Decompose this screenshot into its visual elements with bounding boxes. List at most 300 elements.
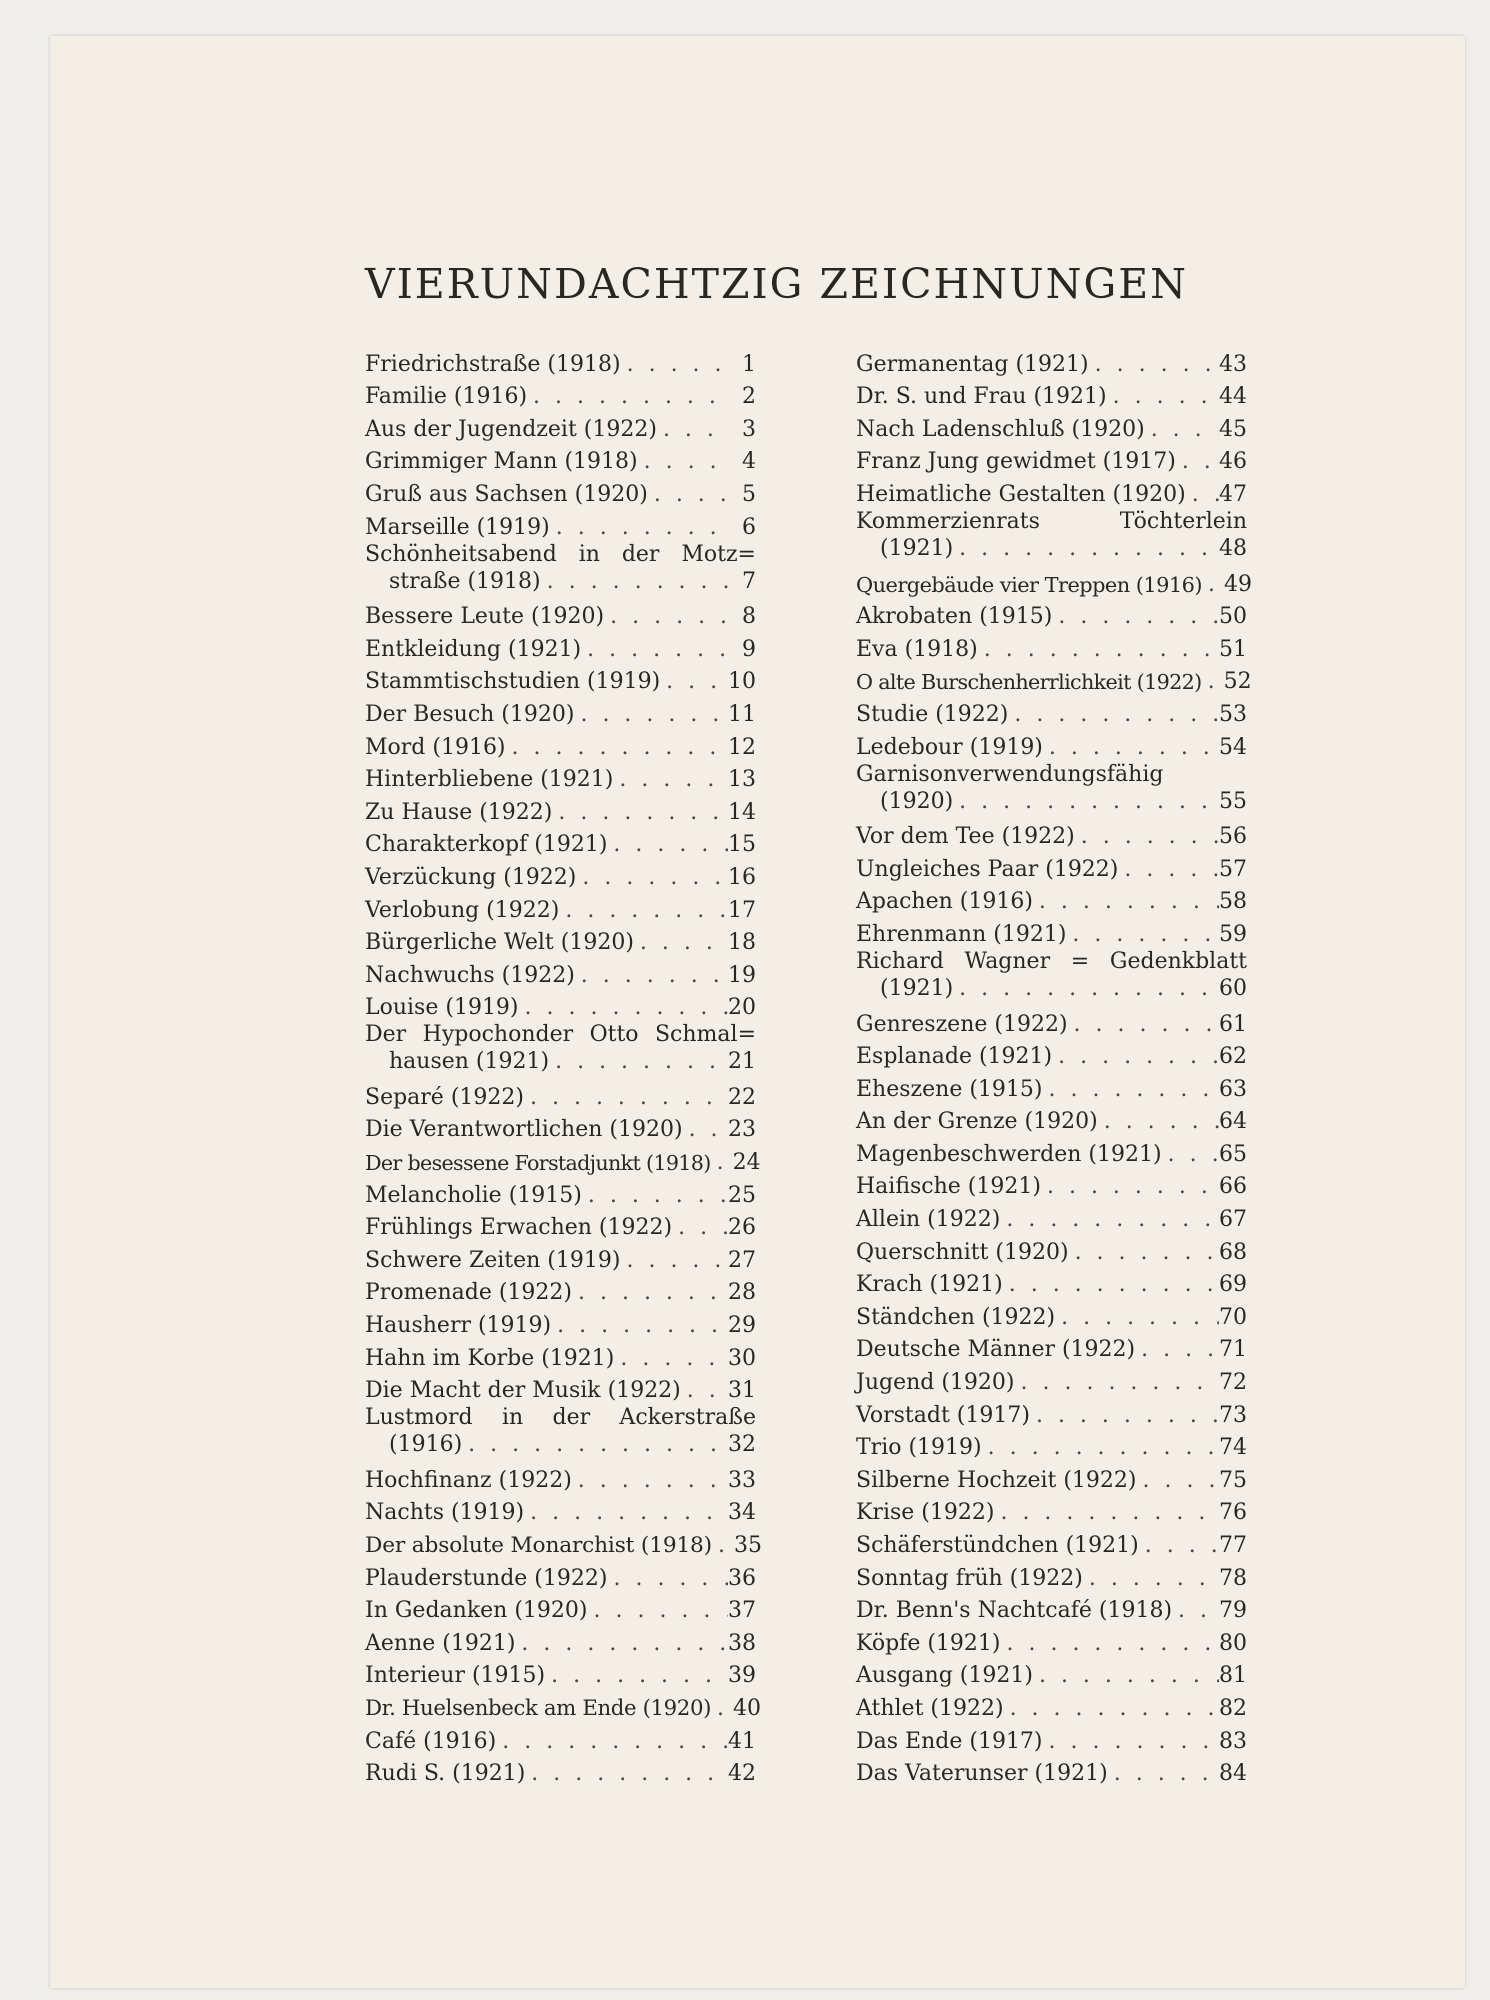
entry-title: Franz Jung gewidmet (1917) — [856, 449, 1176, 475]
entry-number: 1 — [742, 351, 756, 377]
entry-number: 51 — [1219, 636, 1247, 662]
entry-number: 53 — [1219, 701, 1247, 727]
toc-entry — [365, 411, 756, 444]
entry-number: 52 — [1223, 669, 1252, 695]
dot-leader — [607, 831, 728, 859]
toc-entry — [365, 1405, 756, 1462]
dot-leader — [1162, 1141, 1219, 1169]
toc-entry — [856, 411, 1247, 444]
entry-title: Dr. Benn's Nachtcafé (1918) — [856, 1598, 1173, 1624]
entry-title: Der Besuch (1920) — [365, 701, 575, 727]
dot-leader — [587, 1597, 728, 1625]
entry-title: Hochfinanz (1922) — [365, 1467, 572, 1493]
toc-entry — [365, 957, 756, 990]
entry-title: Querschnitt (1920) — [856, 1239, 1069, 1265]
entry-title: Grimmiger Mann (1918) — [365, 449, 638, 475]
entry-title: Promenade (1922) — [365, 1280, 572, 1306]
entry-title: Dr. Huelsenbeck am Ende (1920) — [365, 1695, 712, 1721]
entry-title: In Gedanken (1920) — [365, 1598, 588, 1624]
dot-leader — [1043, 1728, 1219, 1756]
entry-number: 43 — [1219, 351, 1247, 377]
dot-leader — [1041, 1173, 1219, 1201]
dot-leader — [1069, 1239, 1219, 1267]
dot-leader — [1052, 603, 1219, 631]
entry-title: Café (1916) — [365, 1728, 497, 1754]
entry-number: 71 — [1219, 1337, 1247, 1363]
entry-number: 83 — [1219, 1728, 1247, 1754]
toc-entry — [856, 1527, 1247, 1560]
toc-entry — [856, 696, 1247, 729]
toc-entry — [856, 1658, 1247, 1691]
entry-title-line2: (1920) — [880, 788, 954, 814]
entry-title: Ausgang (1921) — [856, 1663, 1033, 1689]
entry-number: 2 — [742, 384, 756, 410]
dot-leader — [982, 1434, 1219, 1462]
dot-leader — [683, 1116, 728, 1144]
dot-leader — [607, 1565, 728, 1593]
entry-title-line2-row — [856, 975, 1247, 1003]
entry-title: Hausherr (1919) — [365, 1313, 552, 1339]
toc-entry — [856, 916, 1247, 949]
dot-leader — [711, 1149, 733, 1177]
entry-number: 74 — [1219, 1435, 1247, 1461]
toc-entry — [365, 1275, 756, 1308]
entry-number: 9 — [742, 636, 756, 662]
entry-number: 63 — [1219, 1076, 1247, 1102]
entry-number: 27 — [728, 1247, 756, 1273]
toc-entry — [365, 379, 756, 412]
entry-title: Der absolute Monarchist (1918) — [365, 1533, 712, 1558]
entry-title: Esplanade (1921) — [856, 1044, 1053, 1070]
dot-leader — [621, 351, 730, 379]
entry-title: Melancholie (1915) — [365, 1182, 582, 1208]
toc-entry — [856, 949, 1247, 1006]
toc-entry — [365, 794, 756, 827]
entry-title: Vorstadt (1917) — [856, 1402, 1030, 1428]
toc-entry — [856, 664, 1252, 697]
entry-number: 60 — [1219, 975, 1247, 1001]
toc-entry — [365, 1527, 762, 1560]
dot-leader — [1030, 1402, 1219, 1430]
dot-leader — [1145, 416, 1219, 444]
toc-entry — [856, 1462, 1247, 1495]
entry-title: Der besessene Forstadjunkt (1918) — [365, 1151, 711, 1176]
entry-title: Rudi S. (1921) — [365, 1761, 526, 1787]
toc-entry — [365, 1373, 756, 1406]
entry-title: Bessere Leute (1920) — [365, 604, 605, 630]
dot-leader — [953, 975, 1219, 1003]
entry-number: 46 — [1219, 449, 1247, 475]
entry-number: 16 — [728, 864, 756, 890]
entry-title: Studie (1922) — [856, 701, 1009, 727]
entry-number: 21 — [728, 1049, 756, 1075]
entry-number: 75 — [1219, 1467, 1247, 1493]
dot-leader — [1176, 448, 1219, 476]
toc-entry — [856, 566, 1252, 599]
toc-entry — [365, 1144, 761, 1177]
toc-entry — [365, 990, 756, 1023]
dot-leader — [1083, 1565, 1219, 1593]
entry-title: Separé (1922) — [365, 1084, 524, 1110]
entry-title: Nachts (1919) — [365, 1500, 525, 1526]
toc-entry — [856, 1201, 1247, 1234]
entry-title: Bürgerliche Welt (1920) — [365, 930, 634, 956]
dot-leader — [1137, 1467, 1220, 1495]
toc-entry — [856, 1039, 1247, 1072]
toc-entry — [365, 762, 756, 795]
toc-entry — [856, 1495, 1247, 1528]
entry-title: Verzückung (1922) — [365, 864, 577, 890]
entry-title-line2-row — [856, 788, 1247, 816]
dot-leader — [1043, 734, 1219, 762]
toc-entry — [365, 729, 756, 762]
entry-number: 65 — [1219, 1141, 1247, 1167]
entry-title: Quergebäude vier Treppen (1916) — [856, 572, 1202, 597]
toc-entry — [365, 1462, 756, 1495]
entry-title: Friedrichstraße (1918) — [365, 351, 621, 377]
entry-title-line2: straße (1918) — [389, 568, 541, 594]
entry-title: Köpfe (1921) — [856, 1630, 1001, 1656]
entry-number: 28 — [728, 1280, 756, 1306]
entry-title: Nachwuchs (1922) — [365, 962, 575, 988]
entry-number: 44 — [1219, 384, 1247, 410]
dot-leader — [1042, 1076, 1219, 1104]
dot-leader — [953, 788, 1219, 816]
entry-title-line1: Garnisonverwendungsfähig — [856, 761, 1164, 787]
entry-number: 36 — [728, 1565, 756, 1591]
dot-leader — [552, 799, 728, 827]
entry-number: 18 — [728, 930, 756, 956]
entry-title: Plauderstunde (1922) — [365, 1565, 608, 1591]
toc-entry — [856, 1136, 1247, 1169]
entry-title: Jugend (1920) — [856, 1370, 1015, 1396]
entry-title: Krise (1922) — [856, 1500, 995, 1526]
toc-entry — [856, 1169, 1247, 1202]
toc-entry — [856, 444, 1247, 477]
dot-leader — [1135, 1336, 1219, 1364]
toc-entry — [365, 346, 756, 379]
entry-title: Eva (1918) — [856, 636, 978, 662]
toc-entry — [856, 1560, 1247, 1593]
entry-title: O alte Burschenherrlichkeit (1922) — [856, 670, 1202, 695]
entry-number: 13 — [728, 767, 756, 793]
toc-entry — [856, 346, 1247, 379]
dot-leader — [541, 568, 730, 596]
dot-leader — [1118, 856, 1219, 884]
toc-entry — [365, 696, 756, 729]
dot-leader — [711, 1695, 733, 1723]
toc-entry — [856, 1267, 1247, 1300]
toc-entry — [365, 1495, 756, 1528]
entry-number: 34 — [728, 1500, 756, 1526]
toc-entry — [856, 729, 1247, 762]
toc-entry — [856, 1593, 1247, 1626]
entry-number: 31 — [728, 1378, 756, 1404]
toc-entry — [856, 379, 1247, 412]
entry-title: Charakterkopf (1921) — [365, 832, 608, 858]
entry-number: 49 — [1223, 571, 1252, 597]
toc-entry — [365, 1307, 756, 1340]
toc-entry — [856, 1756, 1247, 1789]
entry-title: Das Ende (1917) — [856, 1728, 1043, 1754]
toc-entry — [856, 599, 1247, 632]
entry-title: Sonntag früh (1922) — [856, 1565, 1083, 1591]
entry-number: 47 — [1219, 481, 1247, 507]
toc-entry — [365, 1593, 756, 1626]
entry-title-line1: Der Hypochonder Otto Schmal= — [365, 1022, 756, 1048]
toc-entry — [365, 1242, 756, 1275]
entry-title: Entkleidung (1921) — [365, 636, 582, 662]
entry-number: 67 — [1219, 1207, 1247, 1233]
entry-title: Trio (1919) — [856, 1435, 982, 1461]
entry-title: Die Macht der Musik (1922) — [365, 1378, 681, 1404]
entry-number: 26 — [728, 1215, 756, 1241]
entry-title-line2-row — [365, 1431, 756, 1459]
toc-entry — [365, 509, 756, 542]
toc-entry — [365, 476, 756, 509]
dot-leader — [1139, 1532, 1219, 1560]
entry-title-line2: hausen (1921) — [389, 1049, 550, 1075]
entry-title: Verlobung (1922) — [365, 897, 560, 923]
entry-number: 59 — [1219, 921, 1247, 947]
toc-entry — [365, 892, 756, 925]
toc-entry — [856, 1006, 1247, 1039]
dot-leader — [604, 603, 730, 631]
dot-leader — [506, 734, 728, 762]
entry-number: 37 — [728, 1598, 756, 1624]
entry-number: 76 — [1219, 1500, 1247, 1526]
dot-leader — [681, 1377, 728, 1405]
entry-title: Aus der Jugendzeit (1922) — [365, 416, 657, 442]
entry-title-line2-row — [856, 535, 1247, 563]
dot-leader — [515, 1630, 728, 1658]
entry-number: 64 — [1219, 1109, 1247, 1135]
entry-number: 19 — [728, 962, 756, 988]
toc-entry — [365, 542, 756, 599]
dot-leader — [953, 535, 1219, 563]
entry-title: Ständchen (1922) — [856, 1304, 1056, 1330]
dot-leader — [648, 481, 730, 509]
dot-leader — [525, 1760, 728, 1788]
toc-entry — [365, 859, 756, 892]
entry-number: 33 — [728, 1467, 756, 1493]
dot-leader — [575, 962, 728, 990]
dot-leader — [582, 1182, 728, 1210]
dot-leader — [634, 929, 728, 957]
dot-leader — [1033, 1662, 1219, 1690]
entry-number: 77 — [1219, 1533, 1247, 1558]
entry-number: 20 — [728, 995, 756, 1021]
entry-number: 82 — [1219, 1695, 1247, 1721]
entry-title-line2: (1921) — [880, 535, 954, 561]
dot-leader — [524, 1084, 728, 1112]
entry-number: 35 — [733, 1533, 762, 1558]
entry-title: Gruß aus Sachsen (1920) — [365, 481, 648, 507]
entry-number: 69 — [1219, 1272, 1247, 1298]
toc-entry — [856, 819, 1247, 852]
entry-title: Haifische (1921) — [856, 1174, 1041, 1200]
dot-leader — [1186, 481, 1219, 509]
toc-entry — [856, 1430, 1247, 1463]
entry-number: 80 — [1219, 1630, 1247, 1656]
entry-number: 12 — [728, 734, 756, 760]
dot-leader — [1004, 1695, 1219, 1723]
dot-leader — [1033, 888, 1219, 916]
dot-leader — [1015, 1369, 1220, 1397]
entry-number: 10 — [728, 669, 756, 695]
toc-entry — [365, 599, 756, 632]
toc-entry — [365, 1079, 756, 1112]
entry-title: Athlet (1922) — [856, 1695, 1004, 1721]
toc-entry — [856, 1104, 1247, 1137]
dot-leader — [496, 1728, 728, 1756]
entry-number: 24 — [732, 1150, 761, 1176]
toc-column-left — [365, 346, 762, 1788]
dot-leader — [1066, 921, 1219, 949]
toc-entry — [856, 476, 1247, 509]
entry-number: 81 — [1219, 1663, 1247, 1689]
entry-number: 78 — [1219, 1565, 1247, 1591]
entry-title: Ledebour (1919) — [856, 734, 1043, 760]
entry-number: 38 — [728, 1630, 756, 1656]
entry-number: 7 — [742, 568, 756, 594]
entry-number: 58 — [1219, 889, 1247, 915]
entry-title: Aenne (1921) — [365, 1630, 516, 1656]
dot-leader — [1202, 668, 1224, 696]
entry-title: Frühlings Erwachen (1922) — [365, 1215, 673, 1241]
entry-title: Germanentag (1921) — [856, 351, 1089, 377]
dot-leader — [613, 766, 728, 794]
dot-leader — [672, 1214, 728, 1242]
entry-title: Marseille (1919) — [365, 514, 550, 540]
paper-sheet — [50, 36, 1465, 1988]
entry-number: 61 — [1219, 1011, 1247, 1037]
entry-title-line1: Kommerzienrats Töchterlein — [856, 508, 1247, 534]
dot-leader — [1052, 1043, 1219, 1071]
entry-title-line1: Lustmord in der Ackerstraße — [365, 1405, 756, 1431]
dot-leader — [657, 416, 730, 444]
entry-number: 66 — [1219, 1174, 1247, 1200]
entry-number: 72 — [1219, 1370, 1247, 1396]
dot-leader — [572, 1279, 728, 1307]
dot-leader — [1202, 571, 1224, 599]
toc-entry — [856, 762, 1247, 819]
entry-number: 14 — [728, 799, 756, 825]
toc-entry — [365, 631, 756, 664]
entry-title: Akrobaten (1915) — [856, 604, 1053, 630]
toc-entry — [856, 1397, 1247, 1430]
toc-entry — [365, 1756, 756, 1789]
dot-leader — [574, 701, 728, 729]
entry-number: 40 — [733, 1695, 762, 1721]
entry-title: Magenbeschwerden (1921) — [856, 1141, 1162, 1167]
entry-title: Louise (1919) — [365, 995, 519, 1021]
entry-number: 6 — [742, 514, 756, 540]
toc-entry — [365, 1560, 756, 1593]
entry-number: 8 — [742, 604, 756, 630]
entry-title: Silberne Hochzeit (1922) — [856, 1467, 1137, 1493]
toc-entry — [856, 1332, 1247, 1365]
dot-leader — [1089, 351, 1219, 379]
dot-leader — [551, 1312, 728, 1340]
entry-title: Allein (1922) — [856, 1207, 1001, 1233]
dot-leader — [550, 514, 730, 542]
dot-leader — [549, 1048, 728, 1076]
toc-entry — [365, 1210, 756, 1243]
entry-title: Genreszene (1922) — [856, 1011, 1068, 1037]
toc-entry — [856, 1690, 1247, 1723]
entry-title: Zu Hause (1922) — [365, 799, 553, 825]
entry-number: 15 — [728, 832, 756, 858]
toc-entry — [856, 1234, 1247, 1267]
dot-leader — [1003, 1271, 1219, 1299]
entry-number: 25 — [728, 1182, 756, 1208]
dot-leader — [1075, 823, 1219, 851]
toc-entry — [856, 631, 1247, 664]
entry-title: Die Verantwortlichen (1920) — [365, 1117, 683, 1143]
dot-leader — [1055, 1304, 1219, 1332]
entry-number: 41 — [728, 1728, 756, 1754]
entry-title: Vor dem Tee (1922) — [856, 824, 1075, 850]
toc-entry — [365, 1112, 756, 1145]
toc-entry — [365, 1022, 756, 1079]
toc-entry — [856, 509, 1247, 566]
dot-leader — [620, 1247, 728, 1275]
dot-leader — [978, 636, 1219, 664]
toc-entry — [856, 884, 1247, 917]
dot-leader — [559, 897, 728, 925]
entry-number: 39 — [728, 1663, 756, 1689]
toc-entry — [365, 827, 756, 860]
entry-number: 3 — [742, 416, 756, 442]
entry-title-line1: Schönheitsabend in der Motz= — [365, 541, 756, 567]
toc-entry — [365, 1625, 756, 1658]
entry-title: Interieur (1915) — [365, 1663, 546, 1689]
entry-title: Schäferstündchen (1921) — [856, 1533, 1139, 1558]
entry-number: 54 — [1219, 734, 1247, 760]
entry-number: 22 — [728, 1084, 756, 1110]
dot-leader — [527, 383, 730, 411]
entry-number: 50 — [1219, 604, 1247, 630]
toc-entry — [365, 1690, 762, 1723]
entry-number: 45 — [1219, 416, 1247, 442]
toc-entry — [856, 1364, 1247, 1397]
entry-number: 42 — [728, 1761, 756, 1787]
entry-title: Mord (1916) — [365, 734, 506, 760]
dot-leader — [1172, 1597, 1219, 1625]
entry-title: Ehrenmann (1921) — [856, 921, 1067, 947]
entry-title-line2: (1921) — [880, 975, 954, 1001]
dot-leader — [614, 1345, 728, 1373]
entry-number: 5 — [742, 481, 756, 507]
entry-title-line1: Richard Wagner = Gedenkblatt — [856, 948, 1247, 974]
entry-number: 17 — [728, 897, 756, 923]
entry-title: Krach (1921) — [856, 1272, 1003, 1298]
toc-entry — [856, 851, 1247, 884]
dot-leader — [519, 994, 728, 1022]
entry-number: 73 — [1219, 1402, 1247, 1428]
toc-entry — [856, 1071, 1247, 1104]
toc-entry — [856, 1723, 1247, 1756]
dot-leader — [994, 1499, 1219, 1527]
dot-leader — [1108, 1760, 1219, 1788]
entry-number: 48 — [1219, 535, 1247, 561]
toc-entry — [856, 1625, 1247, 1658]
entry-title-line2-row — [365, 1048, 756, 1076]
entry-number: 4 — [742, 449, 756, 475]
entry-title: Familie (1916) — [365, 384, 528, 410]
dot-leader — [638, 448, 730, 476]
